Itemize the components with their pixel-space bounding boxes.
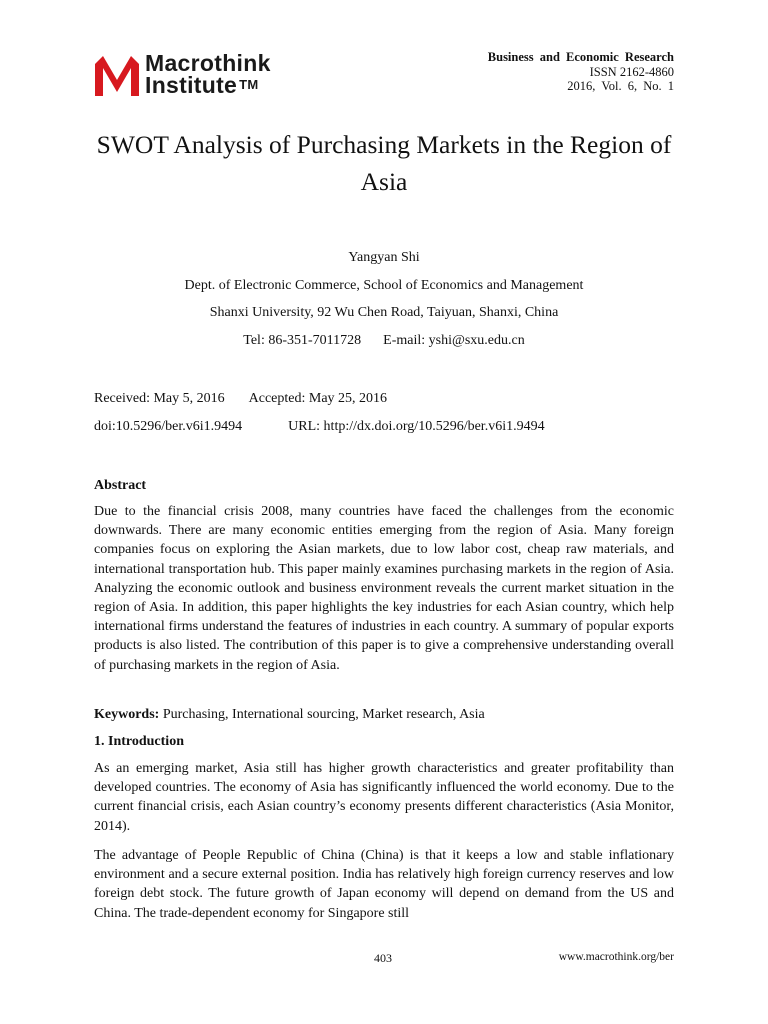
author-university: Shanxi University, 92 Wu Chen Road, Taiyuan, Shanxi, China bbox=[209, 305, 559, 320]
article-title: SWOT Analysis of Purchasing Markets in the Region of Asia bbox=[96, 130, 672, 196]
article-identifiers bbox=[94, 418, 545, 436]
keywords-section bbox=[94, 705, 674, 724]
journal-name: Business and Economic Research bbox=[487, 50, 674, 64]
keywords-text: Purchasing, International sourcing, Market research, Asia bbox=[162, 707, 485, 722]
paragraph-text: As an emerging market, Asia still has higher growth characteristics and greater profitability than developed countries. The economy of Asia has significantly influenced the world economy. Due to the current financial crisis, each Asian country’s economy presents different characteristics (Asia Monitor, 2014). bbox=[94, 761, 674, 834]
keywords-label: Keywords: bbox=[94, 707, 160, 722]
journal-volume: 2016, Vol. 6, No. 1 bbox=[567, 79, 674, 93]
logo-line-1: Macrothink bbox=[145, 50, 271, 76]
logo-line-2: Institute bbox=[145, 72, 238, 98]
journal-info bbox=[488, 50, 674, 94]
logo-wordmark bbox=[145, 52, 271, 96]
author-contact bbox=[94, 332, 674, 350]
author-department: Dept. of Electronic Commerce, School of Economics and Management bbox=[184, 278, 584, 293]
author-name: Yangyan Shi bbox=[348, 250, 420, 265]
received-date: Received: May 5, 2016 bbox=[94, 391, 225, 406]
macrothink-logo-icon bbox=[93, 50, 141, 98]
abstract-text: Due to the financial crisis 2008, many countries have faced the challenges from the economic downwards. There are many economic entities emerging from the region of Asia. Many foreign companies focus on exploring the Asian markets, due to low labor cost, cheap raw materials, and international transportation hub. This paper mainly examines purchasing markets in the region of Asia. Analyzing the economic outlook and business environment reveals the current market situation in the region of Asia. In addition, this paper highlights the key industries for each Asian country, which help international firms understand the features of industries in each country. A summary of popular exports products is also listed. The contribution of this paper is to give a comprehensive understanding overall of purchasing markets in the region of Asia. bbox=[94, 504, 674, 673]
abstract-heading: Abstract bbox=[94, 478, 147, 493]
accepted-date: Accepted: May 25, 2016 bbox=[248, 391, 388, 406]
introduction-heading: 1. Introduction bbox=[94, 734, 184, 749]
footer-website-link[interactable]: www.macrothink.org/ber bbox=[558, 951, 674, 963]
page-number: 403 bbox=[374, 951, 392, 965]
introduction-paragraph-2 bbox=[94, 846, 674, 923]
doi-url-link[interactable]: URL: http://dx.doi.org/10.5296/ber.v6i1.9494 bbox=[288, 419, 545, 434]
article-dates bbox=[94, 390, 387, 408]
doi: doi:10.5296/ber.v6i1.9494 bbox=[94, 419, 243, 434]
abstract-section bbox=[94, 502, 674, 675]
paragraph-text: The advantage of People Republic of China (China) is that it keeps a low and stable inflationary environment and a secure external position. India has relatively high foreign currency reserves and low foreign debt stock. The future growth of Japan economy will depend on demand from the US and China. The trade-dependent economy for Singapore still bbox=[94, 848, 674, 921]
introduction-paragraph-1 bbox=[94, 759, 674, 836]
author-tel: Tel: 86-351-7011728 bbox=[243, 333, 362, 348]
logo-trademark: TM bbox=[239, 77, 259, 92]
author-email[interactable]: E-mail: yshi@sxu.edu.cn bbox=[383, 333, 525, 348]
publisher-logo bbox=[93, 50, 303, 98]
journal-issn: ISSN 2162-4860 bbox=[589, 64, 674, 79]
